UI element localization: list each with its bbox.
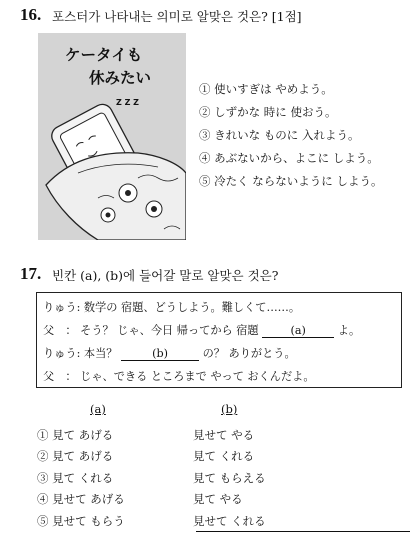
speaker-ryu: りゅう: xyxy=(43,347,81,360)
question-17-text: 빈칸 (a), (b)에 들어갈 말로 알맞은 것은? xyxy=(52,268,279,283)
line-text: 数学の 宿題、どうしよう。難しくて……。 xyxy=(83,301,301,314)
line-text: じゃ、できる ところまで やって おくんだよ。 xyxy=(80,370,315,383)
q17-option-2-a[interactable]: ② 見て あげる xyxy=(37,449,114,463)
question-16-number: 16. xyxy=(20,5,42,24)
speaker-ryu: りゅう: xyxy=(43,301,81,314)
question-16-text: 포스터가 나타내는 의미로 알맞은 것은? [1점] xyxy=(52,9,302,24)
line-text: の？ ありがとう。 xyxy=(202,347,296,360)
dialog-line-4 xyxy=(43,368,315,384)
poster xyxy=(38,33,186,240)
q17-option-5-b: 見せて くれる xyxy=(193,514,266,528)
line-text: よ。 xyxy=(337,324,361,337)
q16-option-2[interactable]: ② しずかな 時に 使おう。 xyxy=(199,105,337,119)
q16-option-3[interactable]: ③ きれいな ものに 入れよう。 xyxy=(199,128,360,142)
q16-option-1[interactable]: ① 使いすぎは やめよう。 xyxy=(199,82,333,96)
q17-option-4-a[interactable]: ④ 見せて あげる xyxy=(37,492,125,506)
q17-option-1-b: 見せて やる xyxy=(193,428,255,442)
q17-option-2-b: 見て くれる xyxy=(193,449,255,463)
q17-option-5-a[interactable]: ⑤ 見せて もらう xyxy=(37,514,125,528)
speaker-father: 父 ： xyxy=(43,370,77,383)
q17-option-1-a[interactable]: ① 見て あげる xyxy=(37,428,114,442)
q16-option-4[interactable]: ④ あぶないから、よこに しよう。 xyxy=(199,151,379,165)
column-header-b: (b) xyxy=(221,402,238,416)
dialog-line-1 xyxy=(43,299,300,315)
bottom-rule xyxy=(196,531,410,532)
q17-option-3-a[interactable]: ③ 見て くれる xyxy=(37,471,114,485)
blank-a: (a) xyxy=(262,324,334,338)
q17-option-4-b: 見て やる xyxy=(193,492,243,506)
zzz-text: Z Z Z xyxy=(116,98,139,107)
q16-option-5[interactable]: ⑤ 冷たく ならないように しよう。 xyxy=(199,174,383,188)
dialog-line-2 xyxy=(43,322,360,338)
line-text: そう？ じゃ、今日 帰ってから 宿題 xyxy=(80,324,259,337)
dialog-box xyxy=(36,292,402,388)
sleeping-phone-illustration xyxy=(38,33,186,240)
blank-b: (b) xyxy=(121,347,199,361)
q17-option-3-b: 見て もらえる xyxy=(193,471,266,485)
speaker-father: 父 ： xyxy=(43,324,77,337)
poster-title-line1: ケータイも xyxy=(65,46,143,64)
poster-title-line2: 休みたい xyxy=(89,69,152,87)
dialog-line-3 xyxy=(43,345,296,361)
question-17-number: 17. xyxy=(20,264,42,283)
line-text: 本当？ xyxy=(83,347,118,360)
column-header-a: (a) xyxy=(90,402,106,416)
